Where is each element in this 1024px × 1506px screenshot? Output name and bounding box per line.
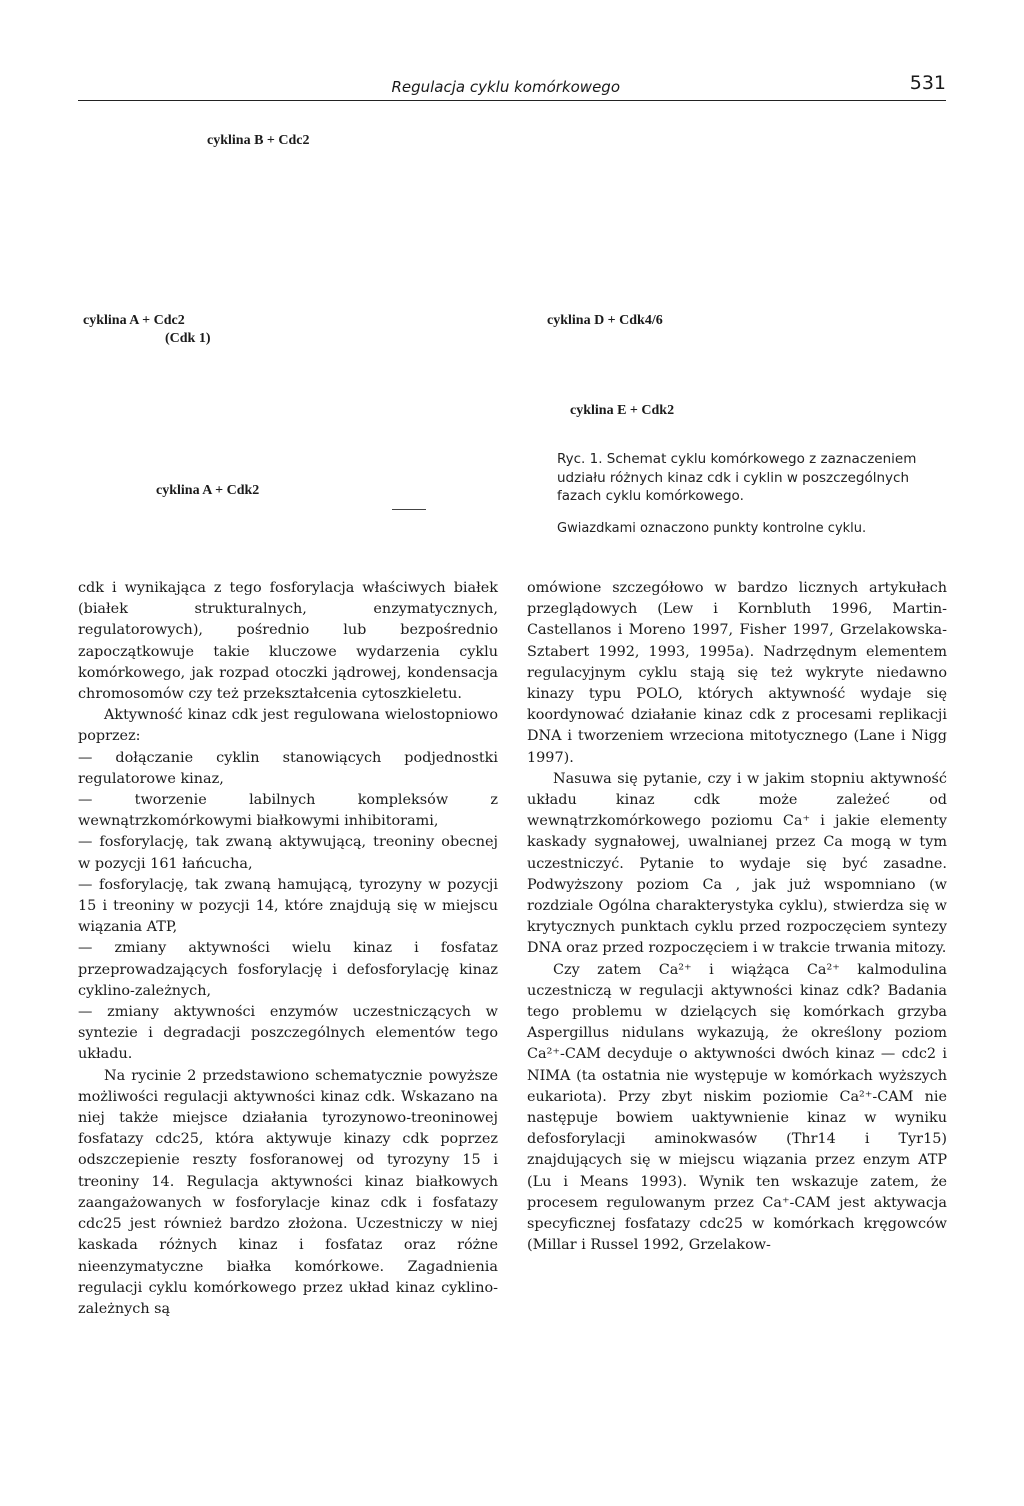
list-item: — fosforylację, tak zwaną hamującą, tyrozyny w pozycji 15 i treoniny w pozycji 14, które znajdują się w miejscu wiązania ATP,: [78, 876, 498, 936]
figure-label-cyclin-d-cdk46: cyklina D + Cdk4/6: [547, 313, 663, 328]
page-number: 531: [909, 72, 946, 94]
list-item: — zmiany aktywności enzymów uczestniczących w syntezie i degradacji poszczególnych elementów tego układu.: [78, 1004, 498, 1063]
figure-line: [392, 509, 426, 510]
paragraph: Na rycinie 2 przedstawiono schematycznie powyższe możliwości regulacji aktywności kinaz cdk. Wskazano na niej także miejsce działania tyrozynowo-treoninowej fosfatazy cdc25, która aktywuje kinazy cdk poprzez odszczepienie reszty fosforanowej od tyrozyny 15 i treoniny 14. Regulacja aktywności kinaz białkowych zaangażowanych w fosforylacje kinaz cdk i fosfatazy cdc25 jest również bardzo złożona. Uczestniczy w niej kaskada różnych kinaz i fosfataz oraz różne nieenzymatyczne białka komórkowe. Zagadnienia regulacji cyklu komórkowego przez układ kinaz cyklino-zależnych są: [78, 1067, 498, 1317]
paragraph: Nasuwa się pytanie, czy i w jakim stopniu aktywność układu kinaz cdk może zależeć od wewnątrzkomórkowego poziomu Ca⁺ i jakie elementy kaskady sygnałowej, uwalnianej przez Ca mogą w tym uczestniczyć. Pytanie to wydaje się być zasadne. Podwyższony poziom Ca , jak już wspomniano (w rozdziale Ogólna charakterystyka cyklu), stwierdza się w krytycznych punktach cyklu przed rozpoczęciem syntezy DNA oraz przed rozpoczęciem i w trakcie trwania mitozy.: [527, 770, 947, 957]
right-column: [527, 578, 947, 1257]
figure-label-cyclin-a-cdc2: cyklina A + Cdc2: [83, 313, 185, 328]
paragraph: omówione szczegółowo w bardzo licznych artykułach przeglądowych (Lew i Kornbluth 1996, Martin-Castellanos i Moreno 1997, Fisher 1997, Grzelakowska-Sztabert 1992, 1993, 1995a). Nadrzędnym elementem regulacyjnym cyklu stają się też wykryte niedawno kinazy typu POLO, których aktywność wydaje się koordynować działanie kinaz cdk z procesami replikacji DNA i tworzeniem wrzeciona mitotycznego (Lane i Nigg 1997).: [527, 580, 947, 766]
paragraph: Aktywność kinaz cdk jest regulowana wielostopniowo poprzez:: [78, 707, 498, 745]
running-title: Regulacja cyklu komórkowego: [391, 78, 620, 96]
caption-note: Gwiazdkami oznaczono punkty kontrolne cyklu.: [557, 520, 867, 536]
figure-label-cyclin-e-cdk2: cyklina E + Cdk2: [570, 403, 675, 418]
list-item: — zmiany aktywności wielu kinaz i fosfataz przeprowadzających fosforylację i defosforylację kinaz cyklino-zależnych,: [78, 940, 498, 999]
list-item: — dołączanie cyklin stanowiących podjednostki regulatorowe kinaz,: [78, 749, 498, 787]
figure-label-cyclin-a-cdk2: cyklina A + Cdk2: [156, 483, 260, 498]
running-header: [78, 72, 946, 101]
figure-label-cyclin-b-cdc2: cyklina B + Cdc2: [207, 133, 310, 148]
list-item: — tworzenie labilnych kompleksów z wewnątrzkomórkowymi białkowymi inhibitorami,: [78, 792, 498, 830]
caption-text: Ryc. 1. Schemat cyklu komórkowego z zaznaczeniem udziału różnych kinaz cdk i cyklin w poszczególnych fazach cyklu komórkowego.: [557, 451, 917, 504]
paragraph: cdk i wynikająca z tego fosforylacja właściwych białek (białek strukturalnych, enzymatycznych, regulatorowych), pośrednio lub bezpośrednio zapoczątkowuje takie kluczowe wydarzenia cyklu komórkowego, jak rozpad otoczki jądrowej, kondensacja chromosomów czy też przekształcenia cytoszkieletu.: [78, 580, 498, 703]
figure-label-cdk1: (Cdk 1): [165, 331, 211, 346]
left-column: [78, 578, 498, 1320]
list-item: — fosforylację, tak zwaną aktywującą, treoniny obecnej w pozycji 161 łańcucha,: [78, 834, 498, 872]
paragraph: Czy zatem Ca²⁺ i wiążąca Ca²⁺ kalmodulina uczestniczą w regulacji aktywności kinaz cdk? Badania tego problemu w dzielących się komórkach grzyba Aspergillus nidulans wykazują, że określony poziom Ca²⁺-CAM decyduje o aktywności dwóch kinaz — cdc2 i NIMA (ta ostatnia nie występuje w komórkach wyższych eukariota). Przy zbyt niskim poziomie Ca²⁺-CAM nie następuje bowiem uaktywnienie kinaz w wyniku defosforylacji aminokwasów (Thr14 i Tyr15) znajdujących się w miejscu wiązania przez enzym ATP (Lu i Means 1993). Wynik ten wskazuje zatem, że procesem regulowanym przez Ca⁺-CAM jest aktywacja specyficznej fosfatazy cdc25 w komórkach kręgowców (Millar i Russel 1992, Grzelakow-: [527, 961, 947, 1254]
figure-caption: [557, 450, 957, 538]
